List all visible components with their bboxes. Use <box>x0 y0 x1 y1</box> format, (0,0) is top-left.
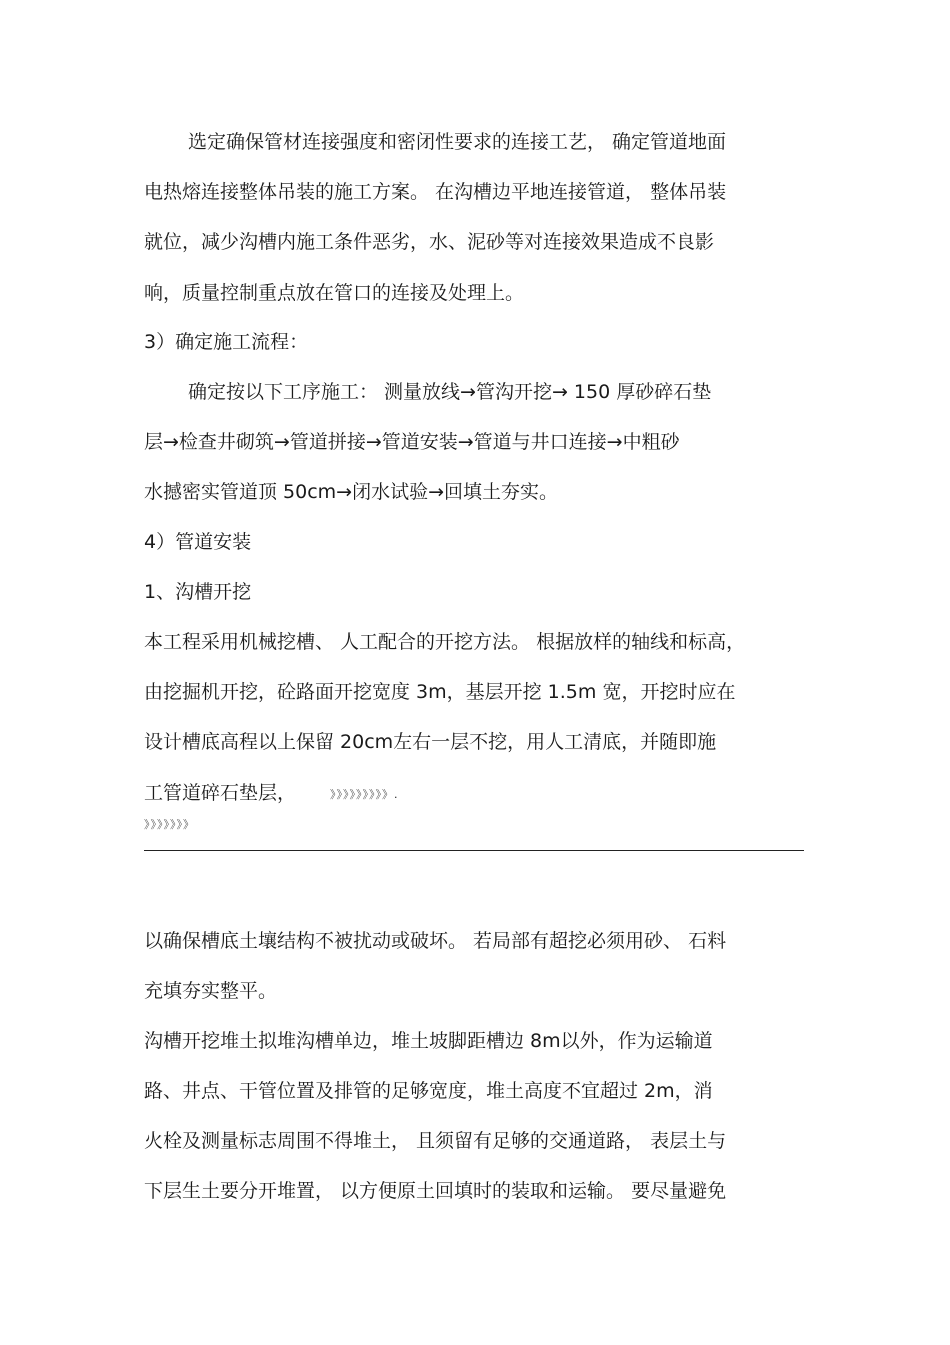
paragraph-line: 由挖掘机开挖，砼路面开挖宽度 3m，基层开挖 1.5m 宽，开挖时应在 <box>144 681 736 703</box>
paragraph-line: 水撼密实管道顶 50cm→闭水试验→回填土夯实。 <box>144 481 559 503</box>
paragraph-line: 路、井点、干管位置及排管的足够宽度，堆土高度不宜超过 2m，消 <box>144 1080 713 1102</box>
paragraph-line: 确定按以下工序施工： 测量放线→管沟开挖→ 150 厚砂碎石垫 <box>188 381 712 403</box>
section-heading: 3）确定施工流程： <box>144 331 309 353</box>
paragraph-line: 选定确保管材连接强度和密闭性要求的连接工艺， 确定管道地面 <box>188 131 727 153</box>
paragraph-line: 电热熔连接整体吊装的施工方案。 在沟槽边平地连接管道， 整体吊装 <box>144 181 727 203</box>
paragraph-line: 设计槽底高程以上保留 20cm左右一层不挖，用人工清底，并随即施 <box>144 731 717 753</box>
page-separator-rule <box>144 850 804 851</box>
trailing-dots: 》》》》》》》 <box>144 818 195 831</box>
section-heading: 4）管道安装 <box>144 531 252 553</box>
paragraph-line: 充填夯实整平。 <box>144 980 278 1002</box>
paragraph-line: 下层生土要分开堆置， 以方便原土回填时的装取和运输。 要尽量避免 <box>144 1180 727 1202</box>
paragraph-line: 就位，减少沟槽内施工条件恶劣，水、泥砂等对连接效果造成不良影 <box>144 231 715 253</box>
subsection-heading: 1、沟槽开挖 <box>144 581 252 603</box>
paragraph-line: 层→检查井砌筑→管道拼接→管道安装→管道与井口连接→中粗砂 <box>144 431 680 453</box>
paragraph-line: 沟槽开挖堆土拟堆沟槽单边，堆土坡脚距槽边 8m以外，作为运输道 <box>144 1030 713 1052</box>
paragraph-line: 以确保槽底土壤结构不被扰动或破坏。 若局部有超挖必须用砂、 石料 <box>144 930 727 952</box>
paragraph-line: 响，质量控制重点放在管口的连接及处理上。 <box>144 282 525 304</box>
trailing-dots: 》》》》》》》》》. <box>330 788 399 801</box>
paragraph-line: 火栓及测量标志周围不得堆土， 且须留有足够的交通道路， 表层土与 <box>144 1130 727 1152</box>
paragraph-line: 工管道碎石垫层， <box>144 782 297 804</box>
paragraph-line: 本工程采用机械挖槽、 人工配合的开挖方法。 根据放样的轴线和标高， <box>144 631 746 653</box>
